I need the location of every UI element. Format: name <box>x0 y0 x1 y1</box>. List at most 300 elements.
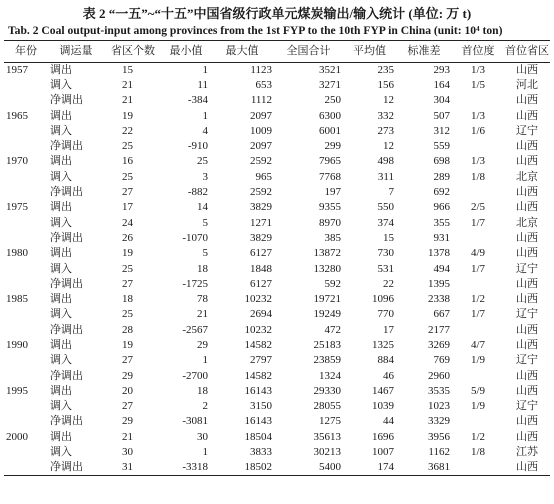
cell-max: 2097 <box>250 140 272 153</box>
cell-std-dev: 3329 <box>428 415 450 428</box>
cell-min: 5 <box>202 247 208 260</box>
cell-top-province: 山西 <box>516 155 538 168</box>
cell-primacy: 1/5 <box>470 78 486 91</box>
cell-national-total: 23859 <box>313 354 341 367</box>
cell-primacy <box>452 460 504 475</box>
cell-std-dev: 1162 <box>428 446 450 459</box>
cell-year <box>4 215 48 230</box>
cell-national-total: 13280 <box>313 262 341 275</box>
cell-min: 1 <box>202 63 208 76</box>
cell-year <box>4 139 48 154</box>
cell-primacy <box>452 323 504 338</box>
cell-transfer-type: 调出 <box>50 247 72 260</box>
cell-year: 1995 <box>6 384 28 397</box>
cell-national-total: 8970 <box>319 216 341 229</box>
cell-transfer-type: 调出 <box>50 109 72 122</box>
table-row <box>4 323 550 338</box>
cell-top-province: 辽宁 <box>516 354 538 367</box>
cell-transfer-type: 净调出 <box>50 140 83 153</box>
header-transfer-type: 调运量 <box>48 41 104 63</box>
cell-min: -882 <box>187 186 208 199</box>
cell-min: 18 <box>197 262 208 275</box>
cell-std-dev: 698 <box>433 155 450 168</box>
cell-year: 1985 <box>6 293 28 306</box>
cell-primacy: 1/7 <box>470 308 486 321</box>
table-row <box>4 185 550 200</box>
cell-mean: 7 <box>388 186 394 199</box>
cell-std-dev: 3535 <box>428 384 450 397</box>
table-title-english: Tab. 2 Coal output-input among provinces from the 1st FYP to the 10th FYP in China (unit: 10⁴ ton) <box>8 24 503 37</box>
cell-province-count: 18 <box>122 293 133 306</box>
cell-national-total: 1324 <box>319 369 341 382</box>
cell-province-count: 17 <box>122 201 133 214</box>
cell-transfer-type: 净调出 <box>50 94 83 107</box>
cell-max: 2592 <box>250 155 272 168</box>
cell-mean: 884 <box>377 354 394 367</box>
cell-province-count: 20 <box>122 384 133 397</box>
cell-province-count: 27 <box>122 186 133 199</box>
cell-transfer-type: 调出 <box>50 201 72 214</box>
cell-top-province: 北京 <box>516 170 538 183</box>
cell-year: 1975 <box>6 201 28 214</box>
cell-province-count: 29 <box>122 369 133 382</box>
cell-year <box>4 460 48 475</box>
cell-top-province: 江苏 <box>516 446 538 459</box>
cell-max: 14582 <box>244 338 272 351</box>
cell-year <box>4 353 48 368</box>
cell-primacy <box>452 231 504 246</box>
cell-year <box>4 307 48 322</box>
cell-std-dev: 312 <box>433 124 450 137</box>
cell-max: 2694 <box>250 308 272 321</box>
cell-transfer-type: 调入 <box>50 216 72 229</box>
cell-std-dev: 3956 <box>428 430 450 443</box>
cell-min: 5 <box>202 216 208 229</box>
table-row <box>4 460 550 475</box>
cell-province-count: 26 <box>122 231 133 244</box>
cell-max: 2592 <box>250 186 272 199</box>
table-row <box>4 231 550 246</box>
cell-top-province: 山西 <box>504 460 550 475</box>
cell-province-count: 24 <box>122 216 133 229</box>
cell-province-count: 30 <box>122 446 133 459</box>
cell-mean: 332 <box>377 109 394 122</box>
cell-national-total: 9355 <box>319 201 341 214</box>
table-row <box>4 338 550 353</box>
cell-transfer-type: 净调出 <box>50 369 83 382</box>
cell-transfer-type: 净调出 <box>48 460 104 475</box>
cell-top-province: 山西 <box>516 338 538 351</box>
cell-province-count: 25 <box>122 170 133 183</box>
cell-min: 18 <box>197 384 208 397</box>
cell-min: 30 <box>197 430 208 443</box>
cell-national-total: 28055 <box>313 400 341 413</box>
cell-primacy <box>452 368 504 383</box>
cell-max: 653 <box>255 78 272 91</box>
cell-primacy <box>452 277 504 292</box>
cell-top-province: 山西 <box>516 201 538 214</box>
cell-primacy: 1/6 <box>470 124 486 137</box>
cell-top-province: 山西 <box>516 247 538 260</box>
cell-min: 1 <box>202 109 208 122</box>
cell-primacy <box>452 414 504 429</box>
cell-min: 4 <box>202 124 208 137</box>
table-row <box>4 139 550 154</box>
table-row <box>4 200 550 215</box>
cell-mean: 15 <box>383 231 394 244</box>
cell-primacy: 1/7 <box>470 262 486 275</box>
cell-national-total: 7768 <box>319 170 341 183</box>
cell-province-count: 27 <box>122 354 133 367</box>
cell-top-province: 辽宁 <box>516 124 538 137</box>
cell-top-province: 山西 <box>516 430 538 443</box>
cell-primacy: 1/9 <box>470 354 486 367</box>
cell-std-dev: 507 <box>433 109 450 122</box>
cell-transfer-type: 调出 <box>50 63 72 76</box>
cell-mean: 730 <box>377 247 394 260</box>
cell-year: 1957 <box>6 63 28 76</box>
cell-std-dev: 559 <box>433 140 450 153</box>
cell-mean: 550 <box>377 201 394 214</box>
cell-primacy: 1/3 <box>470 155 486 168</box>
header-year: 年份 <box>4 41 48 63</box>
cell-mean: 22 <box>383 277 394 290</box>
cell-transfer-type: 净调出 <box>50 186 83 199</box>
cell-national-total: 19721 <box>313 293 341 306</box>
table-header-row <box>4 41 550 63</box>
table-row <box>4 277 550 292</box>
cell-min: -3081 <box>182 415 208 428</box>
cell-max: 1123 <box>250 63 272 76</box>
cell-std-dev: 494 <box>433 262 450 275</box>
cell-province-count: 15 <box>122 63 133 76</box>
header-min: 最小值 <box>162 41 210 63</box>
cell-std-dev: 2177 <box>428 323 450 336</box>
cell-year <box>4 323 48 338</box>
cell-primacy <box>452 93 504 108</box>
cell-min: 1 <box>202 446 208 459</box>
table-row <box>4 384 550 399</box>
cell-max: 16143 <box>244 415 272 428</box>
cell-year <box>4 368 48 383</box>
cell-primacy: 1/7 <box>470 216 486 229</box>
header-max: 最大值 <box>210 41 274 63</box>
cell-mean: 374 <box>377 216 394 229</box>
cell-mean: 156 <box>377 78 394 91</box>
table-row <box>4 445 550 460</box>
cell-min: -384 <box>187 94 208 107</box>
cell-mean: 235 <box>377 63 394 76</box>
cell-national-total: 5400 <box>274 460 343 475</box>
cell-province-count: 19 <box>122 247 133 260</box>
cell-province-count: 28 <box>122 323 133 336</box>
cell-max: 16143 <box>244 384 272 397</box>
table-row <box>4 124 550 139</box>
cell-province-count: 25 <box>122 140 133 153</box>
cell-transfer-type: 调入 <box>50 308 72 321</box>
header-primacy: 首位度 <box>452 41 504 63</box>
cell-year <box>4 445 48 460</box>
header-mean: 平均值 <box>343 41 396 63</box>
cell-min: -3318 <box>162 460 210 475</box>
cell-top-province: 山西 <box>516 94 538 107</box>
cell-year <box>4 414 48 429</box>
cell-mean: 273 <box>377 124 394 137</box>
cell-transfer-type: 净调出 <box>50 323 83 336</box>
cell-province-count: 31 <box>104 460 162 475</box>
cell-year <box>4 185 48 200</box>
cell-top-province: 山西 <box>516 109 538 122</box>
cell-std-dev: 3269 <box>428 338 450 351</box>
cell-year: 1990 <box>6 338 28 351</box>
cell-primacy: 5/9 <box>470 384 486 397</box>
cell-primacy: 4/9 <box>470 247 486 260</box>
cell-mean: 1325 <box>372 338 394 351</box>
cell-min: -910 <box>187 140 208 153</box>
cell-transfer-type: 净调出 <box>50 415 83 428</box>
cell-min: 78 <box>197 293 208 306</box>
cell-mean: 1007 <box>372 446 394 459</box>
cell-national-total: 7965 <box>319 155 341 168</box>
cell-std-dev: 1395 <box>428 277 450 290</box>
cell-national-total: 3521 <box>319 63 341 76</box>
cell-year <box>4 261 48 276</box>
cell-national-total: 6001 <box>319 124 341 137</box>
cell-std-dev: 931 <box>433 231 450 244</box>
cell-top-province: 山西 <box>516 369 538 382</box>
cell-max: 18502 <box>210 460 274 475</box>
cell-max: 2097 <box>250 109 272 122</box>
cell-year <box>4 124 48 139</box>
table-row <box>4 307 550 322</box>
cell-year: 1970 <box>6 155 28 168</box>
header-top-province: 首位省区 <box>504 41 550 63</box>
cell-mean: 1039 <box>372 400 394 413</box>
table-row <box>4 154 550 169</box>
cell-top-province: 辽宁 <box>516 262 538 275</box>
cell-national-total: 19249 <box>313 308 341 321</box>
table-body <box>4 63 550 476</box>
cell-mean: 44 <box>383 415 394 428</box>
cell-max: 1271 <box>250 216 272 229</box>
cell-std-dev: 1023 <box>428 400 450 413</box>
cell-province-count: 22 <box>122 124 133 137</box>
table-row <box>4 353 550 368</box>
cell-std-dev: 304 <box>433 94 450 107</box>
cell-year: 1980 <box>6 247 28 260</box>
cell-national-total: 197 <box>324 186 341 199</box>
cell-national-total: 30213 <box>313 446 341 459</box>
cell-mean: 174 <box>343 460 396 475</box>
cell-transfer-type: 调出 <box>50 155 72 168</box>
cell-std-dev: 2338 <box>428 293 450 306</box>
cell-std-dev: 164 <box>433 78 450 91</box>
cell-primacy: 4/7 <box>470 338 486 351</box>
cell-mean: 1096 <box>372 293 394 306</box>
cell-std-dev: 966 <box>433 201 450 214</box>
cell-min: -2567 <box>182 323 208 336</box>
cell-std-dev: 667 <box>433 308 450 321</box>
cell-top-province: 山西 <box>516 186 538 199</box>
cell-primacy <box>452 139 504 154</box>
cell-top-province: 北京 <box>516 216 538 229</box>
cell-top-province: 辽宁 <box>516 308 538 321</box>
cell-std-dev: 1378 <box>428 247 450 260</box>
cell-primacy: 1/3 <box>470 63 486 76</box>
cell-transfer-type: 调入 <box>50 78 72 91</box>
table-row <box>4 170 550 185</box>
table-row <box>4 399 550 414</box>
cell-top-province: 河北 <box>516 78 538 91</box>
cell-max: 3150 <box>250 400 272 413</box>
cell-std-dev: 3681 <box>396 460 452 475</box>
cell-mean: 311 <box>377 170 394 183</box>
cell-top-province: 山西 <box>516 140 538 153</box>
cell-primacy <box>452 185 504 200</box>
header-std-dev: 标准差 <box>396 41 452 63</box>
cell-min: -2700 <box>182 369 208 382</box>
cell-mean: 531 <box>377 262 394 275</box>
cell-max: 3829 <box>250 231 272 244</box>
cell-province-count: 19 <box>122 338 133 351</box>
cell-top-province: 山西 <box>516 384 538 397</box>
table-row <box>4 292 550 307</box>
cell-min: 21 <box>197 308 208 321</box>
cell-year: 1965 <box>6 109 28 122</box>
cell-min: 1 <box>202 354 208 367</box>
coal-statistics-table <box>4 40 550 476</box>
cell-std-dev: 355 <box>433 216 450 229</box>
cell-national-total: 472 <box>324 323 341 336</box>
cell-national-total: 35613 <box>313 430 341 443</box>
cell-max: 1009 <box>250 124 272 137</box>
cell-transfer-type: 净调出 <box>50 231 83 244</box>
cell-mean: 12 <box>383 140 394 153</box>
cell-province-count: 21 <box>122 430 133 443</box>
cell-national-total: 299 <box>324 140 341 153</box>
cell-max: 3833 <box>250 446 272 459</box>
cell-transfer-type: 净调出 <box>50 277 83 290</box>
cell-national-total: 3271 <box>319 78 341 91</box>
cell-province-count: 19 <box>122 109 133 122</box>
cell-mean: 770 <box>377 308 394 321</box>
cell-year <box>4 93 48 108</box>
cell-mean: 1467 <box>372 384 394 397</box>
cell-min: 25 <box>197 155 208 168</box>
cell-province-count: 25 <box>122 262 133 275</box>
cell-transfer-type: 调出 <box>50 293 72 306</box>
cell-mean: 1696 <box>372 430 394 443</box>
cell-std-dev: 692 <box>433 186 450 199</box>
cell-primacy: 1/9 <box>470 400 486 413</box>
cell-national-total: 385 <box>324 231 341 244</box>
cell-province-count: 16 <box>122 155 133 168</box>
cell-min: 3 <box>202 170 208 183</box>
cell-top-province: 山西 <box>516 323 538 336</box>
cell-top-province: 山西 <box>516 293 538 306</box>
table-row <box>4 430 550 445</box>
cell-mean: 12 <box>383 94 394 107</box>
cell-national-total: 592 <box>324 277 341 290</box>
cell-transfer-type: 调入 <box>50 262 72 275</box>
cell-transfer-type: 调出 <box>50 430 72 443</box>
cell-max: 1848 <box>250 262 272 275</box>
cell-province-count: 25 <box>122 308 133 321</box>
table-row <box>4 261 550 276</box>
cell-year <box>4 78 48 93</box>
cell-province-count: 21 <box>122 94 133 107</box>
cell-max: 2797 <box>250 354 272 367</box>
cell-mean: 46 <box>383 369 394 382</box>
cell-max: 10232 <box>244 293 272 306</box>
cell-std-dev: 293 <box>433 63 450 76</box>
cell-national-total: 13872 <box>313 247 341 260</box>
cell-transfer-type: 调出 <box>50 338 72 351</box>
cell-transfer-type: 调入 <box>50 446 72 459</box>
cell-top-province: 山西 <box>516 415 538 428</box>
cell-max: 18504 <box>244 430 272 443</box>
cell-min: 11 <box>197 78 208 91</box>
cell-national-total: 25183 <box>313 338 341 351</box>
cell-std-dev: 289 <box>433 170 450 183</box>
table-row <box>4 414 550 429</box>
cell-primacy: 2/5 <box>470 201 486 214</box>
table-title-chinese: 表 2 “一五”~“十五”中国省级行政单元煤炭输出/输入统计 (单位: 万 t) <box>82 6 472 21</box>
cell-year <box>4 231 48 246</box>
cell-primacy: 1/3 <box>470 109 486 122</box>
cell-transfer-type: 调出 <box>50 384 72 397</box>
cell-max: 6127 <box>250 247 272 260</box>
cell-province-count: 29 <box>122 415 133 428</box>
cell-max: 14582 <box>244 369 272 382</box>
cell-min: 14 <box>197 201 208 214</box>
cell-max: 6127 <box>250 277 272 290</box>
cell-national-total: 6300 <box>319 109 341 122</box>
cell-province-count: 27 <box>122 400 133 413</box>
table-row <box>4 215 550 230</box>
cell-min: 2 <box>202 400 208 413</box>
cell-year: 2000 <box>6 430 28 443</box>
cell-year <box>4 170 48 185</box>
cell-max: 3829 <box>250 201 272 214</box>
cell-top-province: 辽宁 <box>516 400 538 413</box>
cell-national-total: 29330 <box>313 384 341 397</box>
cell-mean: 17 <box>383 323 394 336</box>
cell-std-dev: 769 <box>433 354 450 367</box>
cell-min: -1070 <box>182 231 208 244</box>
cell-primacy: 1/2 <box>470 293 486 306</box>
table-row <box>4 93 550 108</box>
cell-year <box>4 399 48 414</box>
cell-max: 965 <box>255 170 272 183</box>
cell-max: 1112 <box>250 94 272 107</box>
cell-top-province: 山西 <box>516 231 538 244</box>
cell-std-dev: 2960 <box>428 369 450 382</box>
cell-primacy: 1/8 <box>470 446 486 459</box>
cell-transfer-type: 调入 <box>50 400 72 413</box>
cell-primacy: 1/8 <box>470 170 486 183</box>
cell-province-count: 27 <box>122 277 133 290</box>
cell-min: -1725 <box>182 277 208 290</box>
cell-national-total: 1275 <box>319 415 341 428</box>
header-national-total: 全国合计 <box>274 41 343 63</box>
cell-min: 29 <box>197 338 208 351</box>
header-province-count: 省区个数 <box>104 41 162 63</box>
cell-primacy: 1/2 <box>470 430 486 443</box>
table-row <box>4 246 550 261</box>
cell-max: 10232 <box>244 323 272 336</box>
cell-transfer-type: 调入 <box>50 124 72 137</box>
